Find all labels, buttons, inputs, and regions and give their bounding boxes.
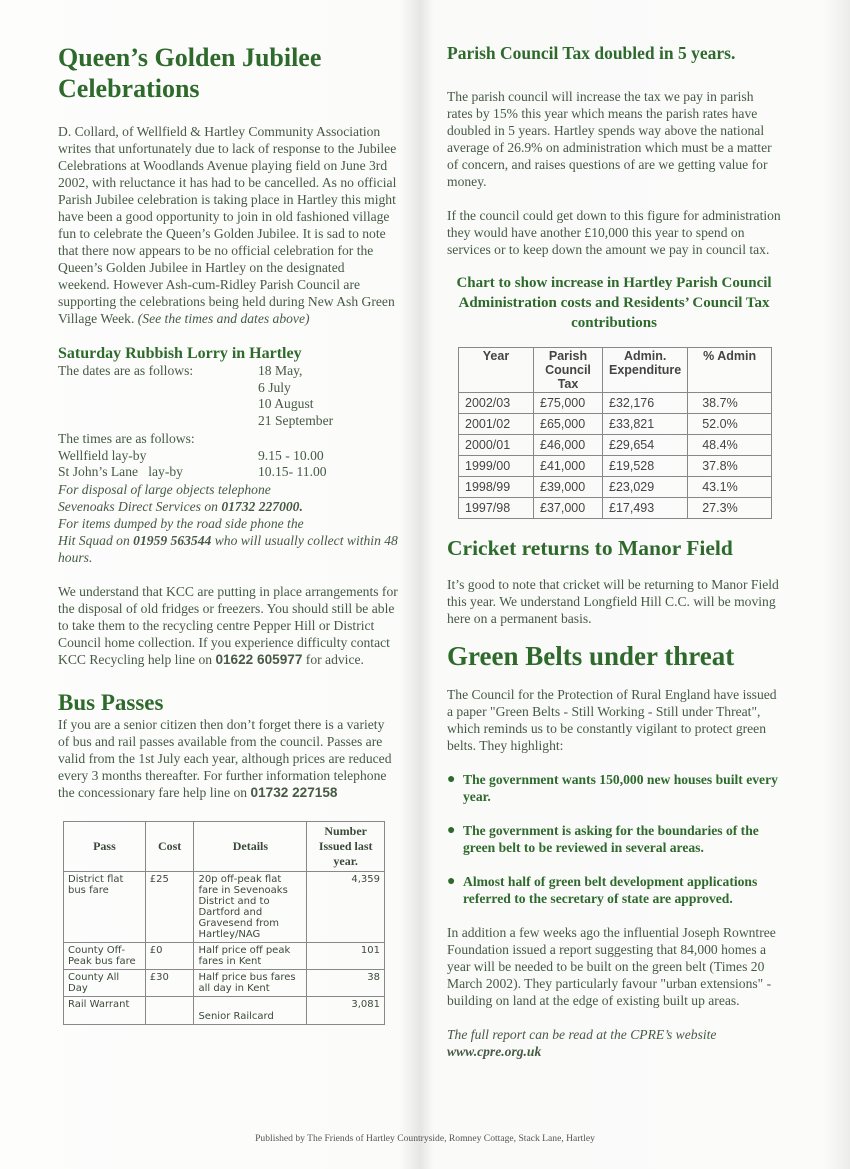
chart-title: Chart to show increase in Hartley Parish Council Administration costs and Residents’ Council Tax contributions xyxy=(456,275,772,331)
pass-cell: County Off-Peak bus fare xyxy=(64,942,146,969)
cost-cell: £30 xyxy=(145,969,194,996)
bus-phone: 01732 227158 xyxy=(250,784,338,800)
admin-cell: £33,821 xyxy=(603,414,688,435)
greenbelt-paragraph-2: In addition a few weeks ago the influential Joseph Rowntree Foundation issued a report suggesting that 84,000 homes a year will be needed to be built on the green belt (Times 20 March 2002). They particularly favour "urban extensions" - building on land at the edge of existing built up areas. xyxy=(447,925,776,1008)
admin-cell: £17,493 xyxy=(603,498,688,519)
parish-tax-cell: £37,000 xyxy=(534,498,603,519)
dumped-line2-end: who will usually collect within 48 hours. xyxy=(58,532,398,565)
kcc-phone: 01622 605977 xyxy=(215,651,303,667)
table-row xyxy=(64,969,385,996)
rubbish-dates xyxy=(58,363,398,429)
jubilee-aside: (See the times and dates above) xyxy=(137,311,310,326)
table-row xyxy=(459,393,772,414)
closing-text: The full report can be read at the CPRE’s website xyxy=(447,1027,717,1042)
bullet-icon: ● xyxy=(447,823,456,838)
year-cell: 1997/98 xyxy=(459,498,534,519)
bullet-item xyxy=(447,873,781,907)
dumped-phone: 01959 563544 xyxy=(133,532,212,548)
bullet-item xyxy=(447,771,781,805)
percent-cell: 43.1% xyxy=(688,477,772,498)
dates-label: The dates are as follows: xyxy=(58,363,194,378)
table-row xyxy=(459,456,772,477)
parish-tax-cell: £39,000 xyxy=(534,477,603,498)
number-cell: 38 xyxy=(307,969,385,996)
cost-cell: £25 xyxy=(145,871,194,942)
table-row xyxy=(459,477,772,498)
left-column xyxy=(58,42,398,1025)
parish-tax-cell: £75,000 xyxy=(534,393,603,414)
bullet-item xyxy=(447,822,781,856)
cricket-text: It’s good to note that cricket will be returning to Manor Field this year. We understand Longfield Hill C.C. will be moving here on a permanent basis. xyxy=(447,577,779,626)
dates-list xyxy=(258,363,333,429)
jubilee-body-text: D. Collard, of Wellfield & Hartley Community Association writes that unfortunately due to lack of response to the Jubilee Celebrations at Woodlands Avenue playing field on June 3rd 2002, with reluctance it has had to be cancelled. As no official Parish Jubilee celebration is taking place in Hartley this might have been a good opportunity to join in old fashioned village fun to celebrate the Queen’s Golden Jubilee. It is sad to note that there now appears to be no official celebration for the Queen’s Golden Jubilee in Hartley on the designated weekend. However Ash-cum-Ridley Parish Council are supporting the celebrations being held during New Ash Green Village Week. xyxy=(58,124,397,326)
table-row xyxy=(64,996,385,1024)
year-cell: 2000/01 xyxy=(459,435,534,456)
header-details: Details xyxy=(194,821,307,871)
bus-title: Bus Passes xyxy=(58,689,164,715)
bullet-icon: ● xyxy=(447,772,456,787)
header-parish-tax: Parish Council Tax xyxy=(534,348,603,393)
year-cell: 1999/00 xyxy=(459,456,534,477)
year-cell: 1998/99 xyxy=(459,477,534,498)
table-header-row xyxy=(64,821,385,871)
table-row xyxy=(64,871,385,942)
header-cost: Cost xyxy=(145,821,194,871)
footer: Published by The Friends of Hartley Countryside, Romney Cottage, Stack Lane, Hartley xyxy=(255,1133,595,1144)
admin-cell: £23,029 xyxy=(603,477,688,498)
bus-pass-table xyxy=(63,821,385,1025)
jubilee-title: Queen’s Golden Jubilee Celebrations xyxy=(58,43,322,103)
percent-cell: 48.4% xyxy=(688,435,772,456)
kcc-paragraph xyxy=(58,583,398,668)
disposal-phone: 01732 227000. xyxy=(221,498,303,514)
header-admin: Admin. Expenditure xyxy=(603,348,688,393)
time-row xyxy=(58,464,398,481)
table-row xyxy=(64,942,385,969)
percent-cell: 38.7% xyxy=(688,393,772,414)
table-header-row xyxy=(459,348,772,393)
details-cell: Half price bus fares all day in Kent xyxy=(194,969,307,996)
rubbish-title: Saturday Rubbish Lorry in Hartley xyxy=(58,345,302,362)
greenbelt-intro: The Council for the Protection of Rural England have issued a paper "Green Belts - Still Working - Still under Threat", which reminds us to be constantly vigilant to protect green belts. They highlight: xyxy=(447,687,777,753)
header-percent: % Admin xyxy=(688,348,772,393)
council-tax-table xyxy=(458,347,772,519)
disposal-line2: Sevenoaks Direct Services on xyxy=(58,498,222,514)
time-row xyxy=(58,448,398,465)
number-cell: 101 xyxy=(307,942,385,969)
dumped-line2: Hit Squad on xyxy=(58,532,134,548)
kcc-text: We understand that KCC are putting in place arrangements for the disposal of old fridges or freezers. You should still be able to take them to the recycling centre Pepper Hill or District Council home collection. If you experience difficulty contact KCC Recycling help line on xyxy=(58,583,398,667)
right-column xyxy=(447,42,781,1060)
kcc-end: for advice. xyxy=(302,651,364,667)
cricket-title: Cricket returns to Manor Field xyxy=(447,536,733,560)
bullet-text: The government wants 150,000 new houses built every year. xyxy=(463,772,778,804)
greenbelt-title: Green Belts under threat xyxy=(447,641,735,671)
jubilee-body xyxy=(58,123,398,327)
date-item: 10 August xyxy=(258,396,314,411)
admin-cell: £29,654 xyxy=(603,435,688,456)
header-year: Year xyxy=(459,348,534,393)
details-cell: 20p off-peak flat fare in Sevenoaks District and to Dartford and Gravesend from Hartley/NAG xyxy=(194,871,307,942)
bus-body: If you are a senior citizen then don’t forget there is a variety of bus and rail passes available from the council. Passes are valid from the 1st July each year, although prices are reduced every 3 months thereafter. For further information telephone the concessionary fare help line on xyxy=(58,716,392,800)
table-row xyxy=(459,498,772,519)
bullet-text: The government is asking for the boundaries of the green belt to be reviewed in several areas. xyxy=(463,823,759,855)
bus-text xyxy=(58,716,398,801)
parish-title: Parish Council Tax doubled in 5 years. xyxy=(447,43,736,63)
number-cell: 3,081 xyxy=(307,996,385,1024)
cost-cell: £0 xyxy=(145,942,194,969)
parish-tax-cell: £46,000 xyxy=(534,435,603,456)
time-place: Wellfield lay-by xyxy=(58,447,147,463)
table-row xyxy=(459,435,772,456)
time-value: 10.15- 11.00 xyxy=(258,464,327,479)
pass-cell: County All Day xyxy=(64,969,146,996)
header-number: Number Issued last year. xyxy=(307,821,385,871)
time-value: 9.15 - 10.00 xyxy=(258,447,324,463)
details-cell: Half price off peak fares in Kent xyxy=(194,942,307,969)
table-row xyxy=(459,414,772,435)
greenbelt-closing xyxy=(447,1026,781,1060)
details-cell: Senior Railcard xyxy=(194,996,307,1024)
year-cell: 2002/03 xyxy=(459,393,534,414)
number-cell: 4,359 xyxy=(307,871,385,942)
date-item: 6 July xyxy=(258,379,291,395)
website-link[interactable]: www.cpre.org.uk xyxy=(447,1044,542,1059)
date-item: 18 May, xyxy=(258,363,303,378)
disposal-note xyxy=(58,481,398,566)
dumped-line1: For items dumped by the road side phone the xyxy=(58,515,304,531)
disposal-line1: For disposal of large objects telephone xyxy=(58,481,271,497)
time-place: St John’s Lane lay-by xyxy=(58,464,183,479)
percent-cell: 27.3% xyxy=(688,498,772,519)
bullet-icon: ● xyxy=(447,874,456,889)
parish-tax-cell: £65,000 xyxy=(534,414,603,435)
parish-paragraph-2: If the council could get down to this figure for administration they would have another £10,000 this year to spend on services or to keep down the amount we pay in council tax. xyxy=(447,208,781,257)
pass-cell: Rail Warrant xyxy=(64,996,146,1024)
percent-cell: 37.8% xyxy=(688,456,772,477)
times-label-row xyxy=(58,431,398,448)
date-item: 21 September xyxy=(258,412,334,428)
admin-cell: £19,528 xyxy=(603,456,688,477)
times-label: The times are as follows: xyxy=(58,431,195,446)
parish-tax-cell: £41,000 xyxy=(534,456,603,477)
admin-cell: £32,176 xyxy=(603,393,688,414)
percent-cell: 52.0% xyxy=(688,414,772,435)
pass-cell: District flat bus fare xyxy=(64,871,146,942)
parish-paragraph-1: The parish council will increase the tax we pay in parish rates by 15% this year which means the parish rates have doubled in 5 years. Hartley spends way above the national average of 26.9% on administration which must be a matter of concern, and raises questions of are we getting value for money. xyxy=(447,89,772,189)
cost-cell xyxy=(145,996,194,1024)
bullet-text: Almost half of green belt development applications referred to the secretary of state are approved. xyxy=(463,874,758,906)
year-cell: 2001/02 xyxy=(459,414,534,435)
header-pass: Pass xyxy=(64,821,146,871)
